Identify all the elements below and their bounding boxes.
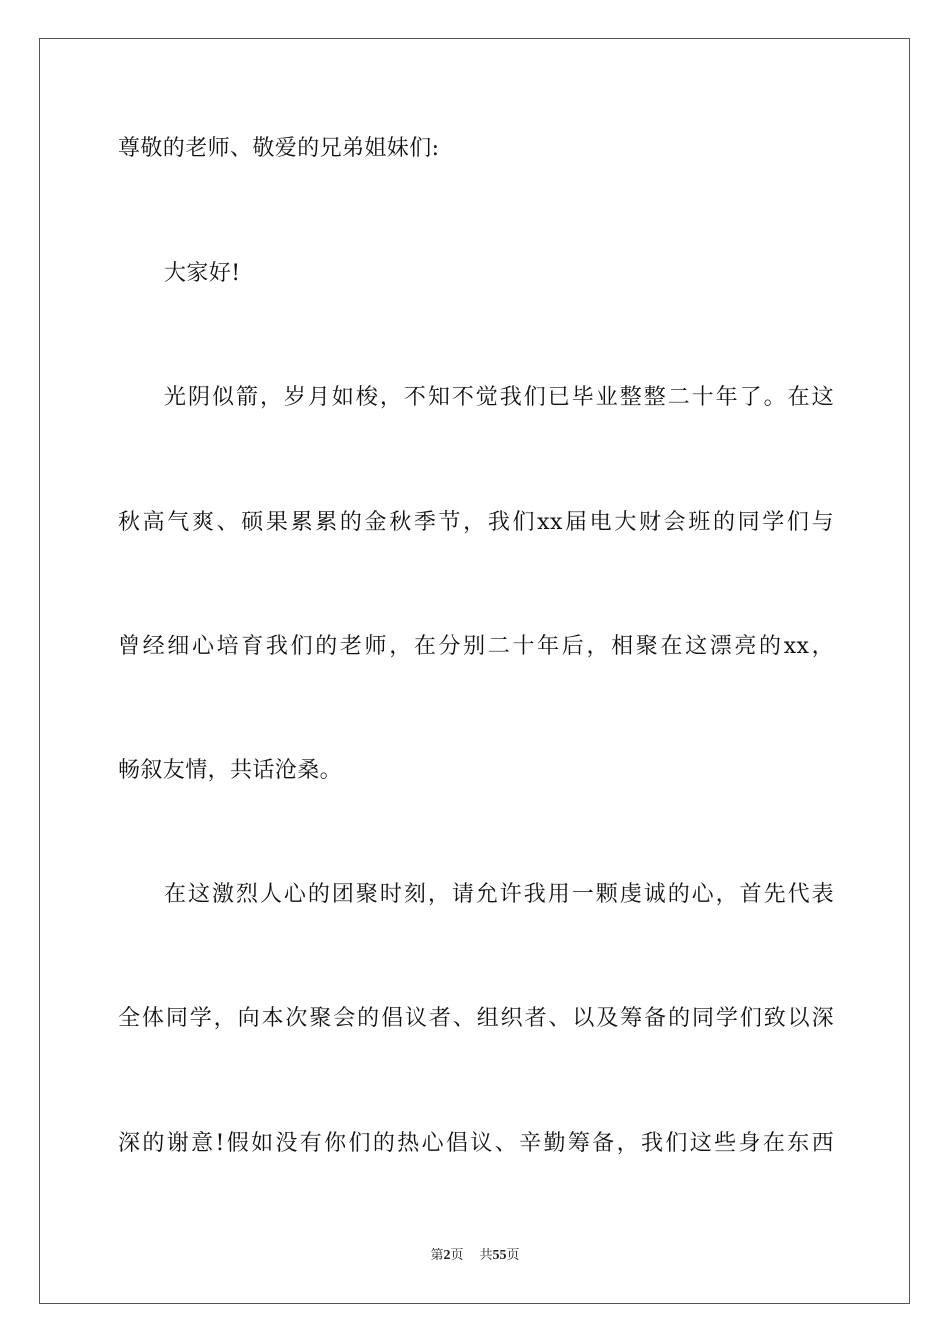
total-prefix: 共 <box>479 1248 493 1263</box>
page-suffix: 页 <box>450 1248 464 1263</box>
paragraph-1-line-2: 秋高气爽、硕果累累的金秋季节，我们xx届电大财会班的同学们与 <box>118 510 834 535</box>
page-prefix: 第 <box>430 1248 444 1263</box>
paragraph-1-line-1: 光阴似箭，岁月如梭，不知不觉我们已毕业整整二十年了。在这 <box>164 385 834 410</box>
paragraph-2-line-3: 深的谢意!假如没有你们的热心倡议、辛勤筹备，我们这些身在东西 <box>118 1131 834 1156</box>
paragraph-2-line-1: 在这激烈人心的团聚时刻，请允许我用一颗虔诚的心，首先代表 <box>164 882 834 907</box>
page-footer <box>0 1246 950 1266</box>
greeting-line: 大家好! <box>164 261 241 286</box>
total-suffix: 页 <box>506 1248 520 1263</box>
paragraph-1-line-4: 畅叙友情，共话沧桑。 <box>118 758 343 783</box>
page-number: 2 <box>443 1248 451 1263</box>
salutation-line: 尊敬的老师、敬爱的兄弟姐妹们: <box>118 136 440 161</box>
page-border <box>39 38 910 1304</box>
total-pages: 55 <box>492 1248 507 1263</box>
paragraph-2-line-2: 全体同学，向本次聚会的倡议者、组织者、以及筹备的同学们致以深 <box>118 1006 834 1031</box>
paragraph-1-line-3: 曾经细心培育我们的老师，在分别二十年后，相聚在这漂亮的xx， <box>118 634 834 659</box>
